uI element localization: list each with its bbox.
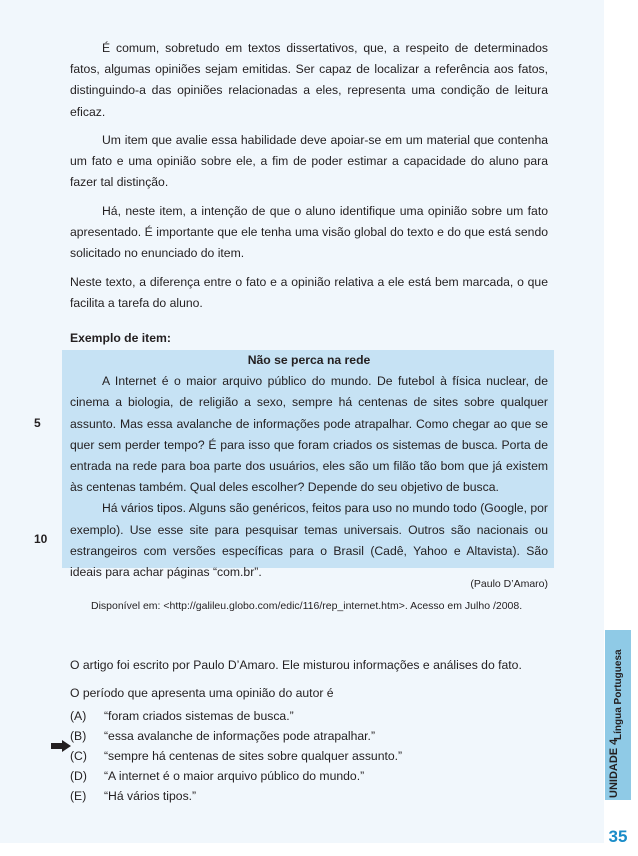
item-paragraph-1: A Internet é o maior arquivo público do mundo. De futebol à física nuclear, de cinema a biologia, de religião a sexo, sempre há centenas de sites sobre qualquer assunto. Mas essa avalanche de informações pode atrapalhar. Como chegar ao que se quer sem perder tempo? É para isso que foram criados os sistemas de busca. Porta de entrada na rede para boa parte dos usuários, eles são um filão tão bom que já existem às centenas também. Qual deles escolher? Depende do seu objetivo de busca.	[70, 374, 548, 495]
intro-paragraph-3: Há, neste item, a intenção de que o aluno identifique uma opinião sobre um fato apresentado. É importante que ele tenha uma visão global do texto e do que está sendo solicitado no enunciado do item.	[70, 204, 548, 261]
example-label: Exemplo de item:	[70, 331, 171, 345]
unit-label: UNIDADE 4	[608, 738, 620, 798]
item-text	[70, 350, 548, 583]
option-a	[70, 706, 550, 726]
question-prompt: O período que apresenta uma opinião do autor é	[70, 686, 334, 700]
option-letter: (B)	[70, 729, 87, 743]
option-letter: (D)	[70, 769, 87, 783]
option-c	[70, 746, 550, 766]
intro-paragraph-1: É comum, sobretudo em textos dissertativos, que, a respeito de determinados fatos, algumas opiniões sejam emitidas. Ser capaz de localizar a referência aos fatos, distinguindo-a das opiniões relacionadas a eles, representa uma condição de leitura eficaz.	[70, 41, 548, 119]
item-source: Disponível em: <http://galileu.globo.com/edic/116/rep_internet.htm>. Acesso em Julho /2008.	[91, 600, 523, 612]
item-title: Não se perca na rede	[247, 353, 371, 367]
option-letter: (A)	[70, 709, 87, 723]
option-letter: (E)	[70, 789, 87, 803]
option-text: “essa avalanche de informações pode atrapalhar.”	[104, 729, 375, 743]
intro-paragraph-4: Neste texto, a diferença entre o fato e a opinião relativa a ele está bem marcada, o que facilita a tarefa do aluno.	[70, 275, 548, 311]
option-e	[70, 786, 550, 806]
option-d	[70, 766, 550, 786]
answer-options	[70, 706, 550, 806]
option-letter: (C)	[70, 749, 87, 763]
question-statement: O artigo foi escrito por Paulo D’Amaro. Ele misturou informações e análises do fato.	[70, 658, 522, 672]
page-number: 35	[608, 827, 628, 846]
item-author: (Paulo D’Amaro)	[470, 578, 548, 590]
option-text: “sempre há centenas de sites sobre qualquer assunto.”	[104, 749, 403, 763]
item-paragraph-2: Há vários tipos. Alguns são genéricos, feitos para uso no mundo todo (Google, por exemplo). Use esse site para pesquisar temas universais. Outros são nacionais ou estrangeiros com versões específicas para o Brasil (Cadê, Yahoo e Altavista). São ideais para achar páginas “com.br”.	[70, 501, 548, 580]
option-text: “foram criados sistemas de busca.”	[104, 709, 294, 723]
option-text: “A internet é o maior arquivo público do mundo.”	[104, 769, 365, 783]
subject-label: Língua Portuguesa	[613, 649, 624, 740]
arrow-icon	[51, 740, 71, 752]
line-number-5: 5	[34, 416, 41, 430]
option-b	[70, 726, 550, 746]
intro-paragraph-2: Um item que avalie essa habilidade deve apoiar-se em um material que contenha um fato e uma opinião sobre ele, a fim de poder estimar a capacidade do aluno para fazer tal distinção.	[70, 133, 548, 190]
item-text-box	[62, 350, 554, 580]
option-text: “Há vários tipos.”	[104, 789, 197, 803]
line-number-10: 10	[34, 532, 48, 546]
